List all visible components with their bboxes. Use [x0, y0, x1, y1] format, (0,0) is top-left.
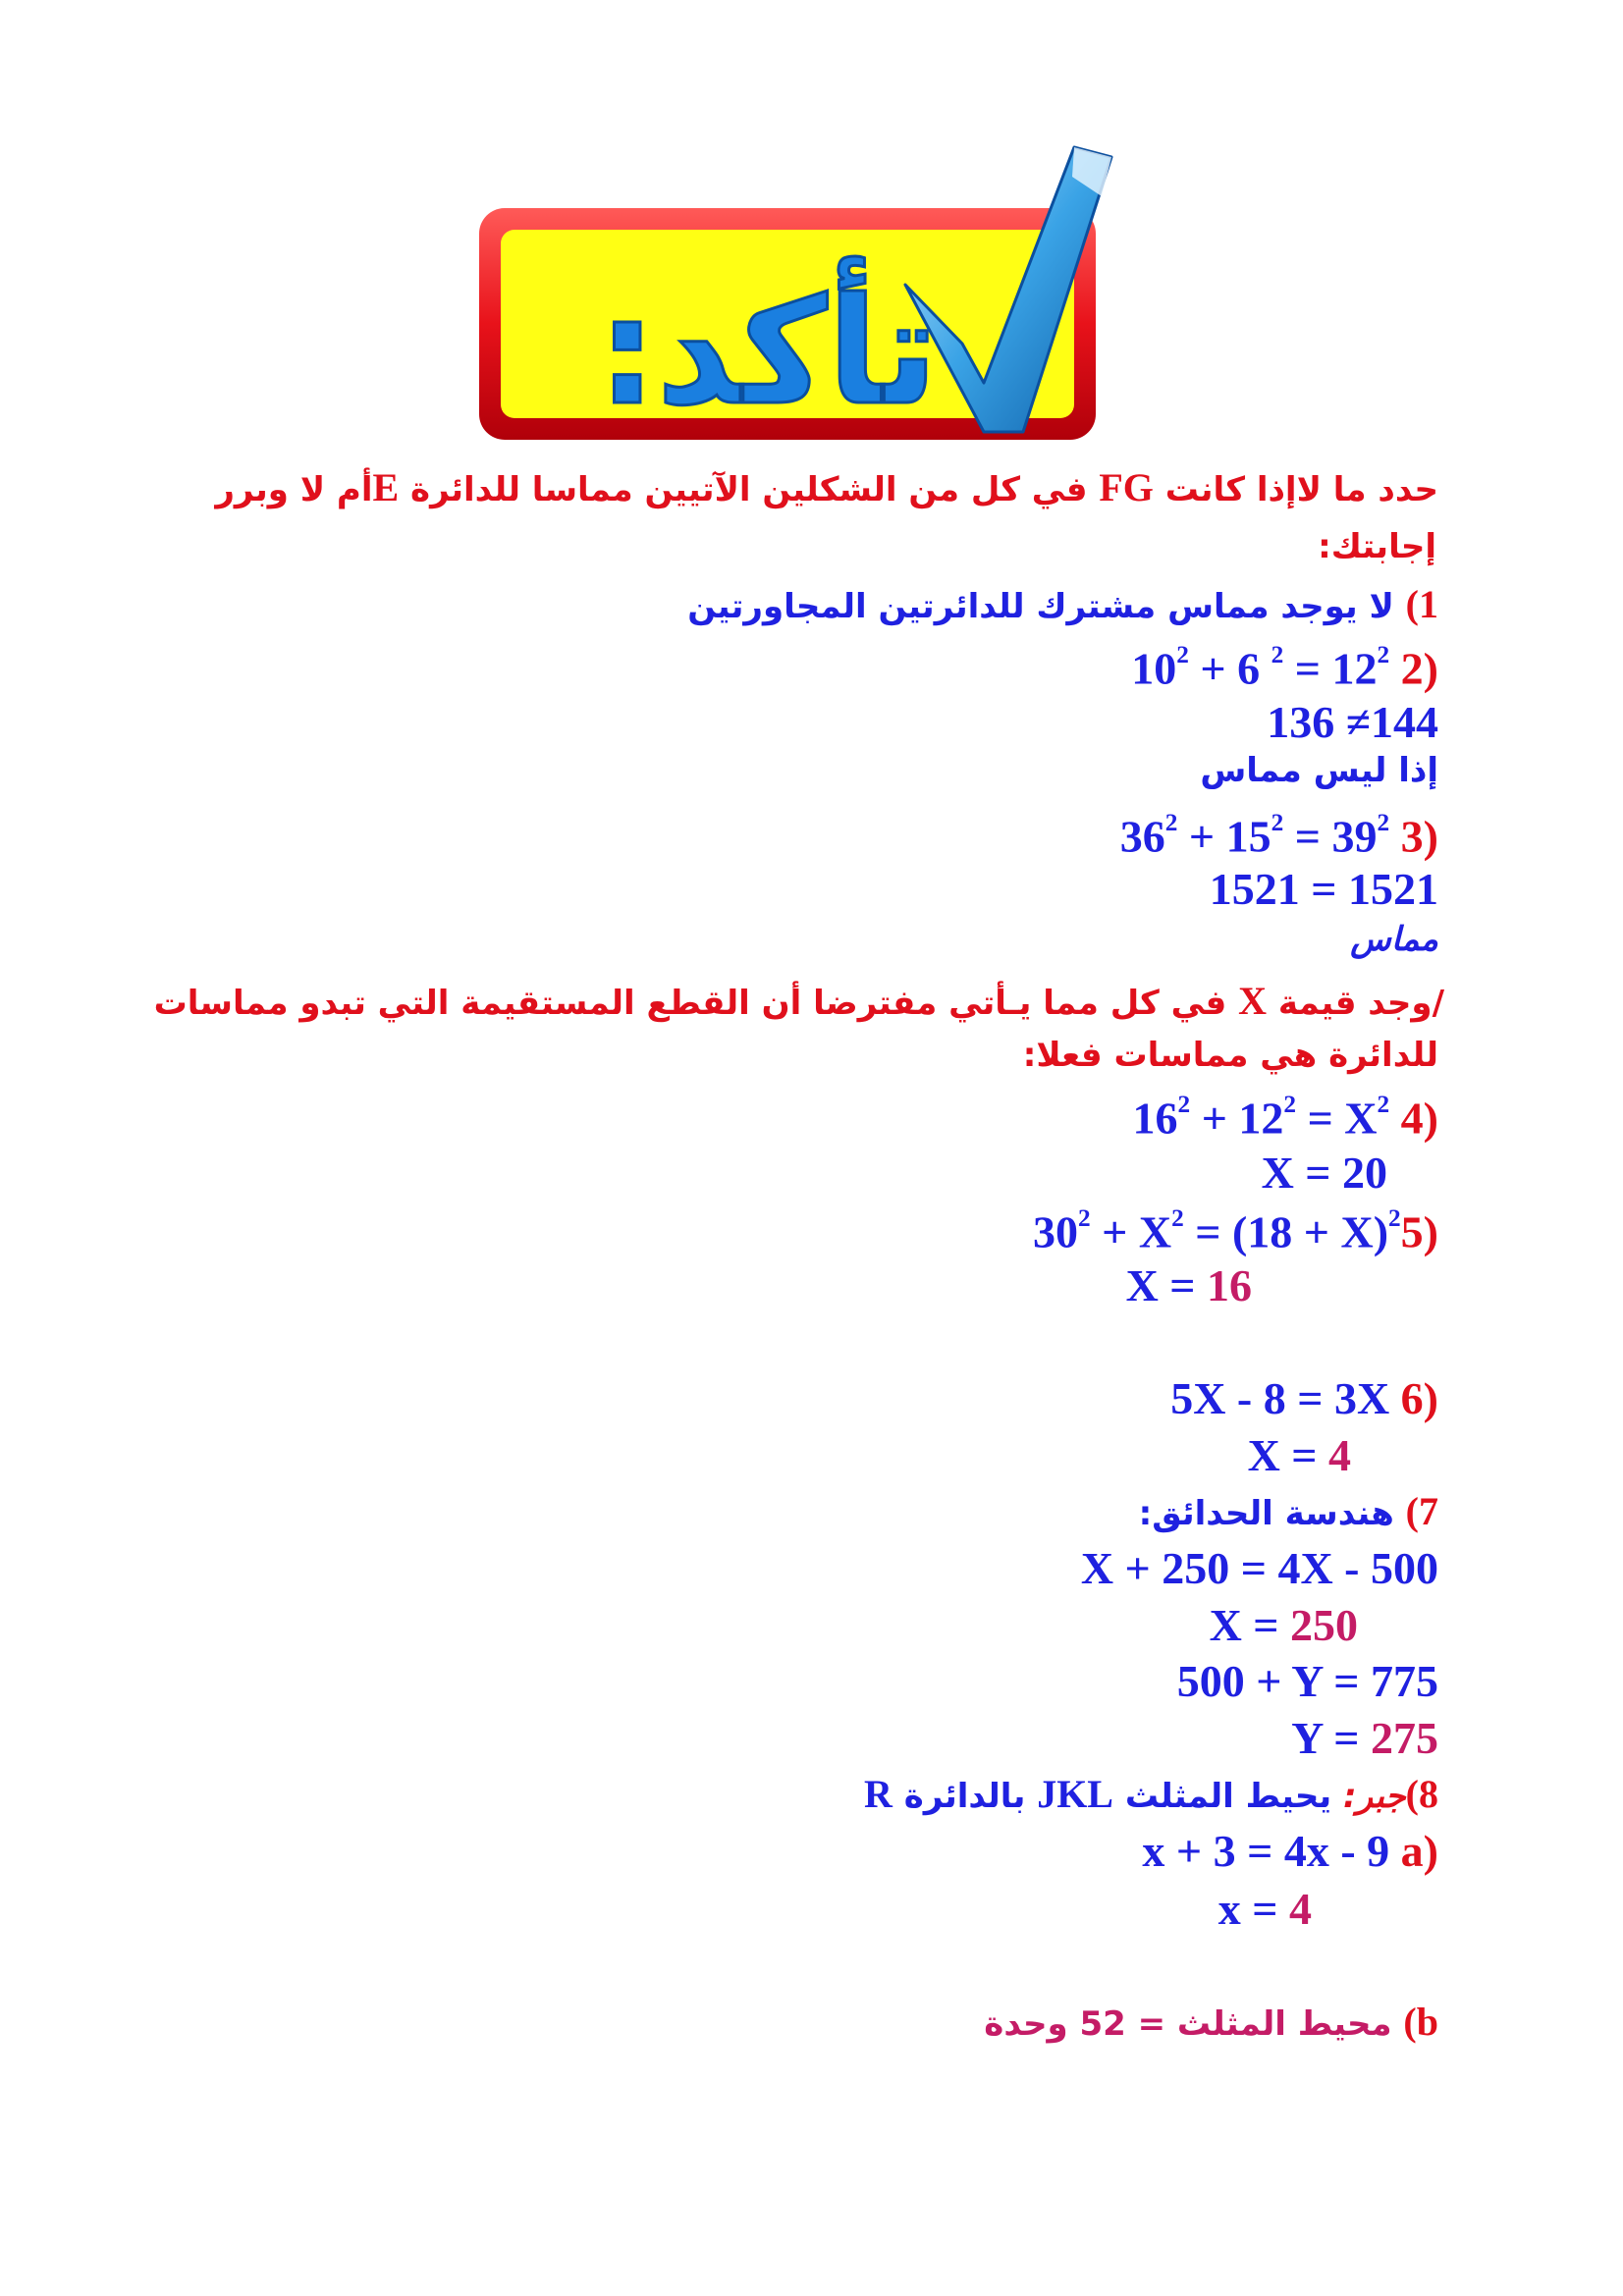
item-5-equation: ($530^2 + X^2 = (18 + X)^2$ [1032, 1204, 1438, 1257]
item-2-check: 136 ≠144 [1267, 697, 1438, 747]
item-3-equation: (3 $36^2 + 15^2 = 39^2$ [1119, 809, 1438, 862]
question-1-line1: حدد ما لاإذا كانت FG في كل من الشكلين الآتيين مماسا للدائرة Eأم لا وبرر [215, 465, 1438, 509]
item-4-equation: (4 $16^2 + 12^2 = X^2$ [1132, 1091, 1438, 1144]
item-5-answer: X = 16 [1125, 1260, 1252, 1310]
item-7-equation-1: X + 250 = 4X - 500 [1080, 1543, 1438, 1593]
question-1-line2: إجابتك: [1318, 527, 1436, 566]
item-2-equation: (2 $10^2 + 6$ $^2 = 12^2$ [1131, 641, 1438, 694]
item-6-equation: (6 5X - 8 = 3X [1170, 1373, 1438, 1423]
item-1: 1) لا يوجد مماس مشترك للدائرتين المجاورتين [687, 582, 1438, 626]
item-8a-answer: x = 4 [1217, 1884, 1312, 1934]
question-2-line2: للدائرة هي مماسات فعلا: [1022, 1036, 1438, 1075]
item-7-title: 7) هندسة الحدائق: [1138, 1489, 1438, 1533]
item-8b: b) محيط المثلث = 52 وحدة [984, 2000, 1438, 2044]
banner-title: تأكد: [597, 267, 939, 438]
question-2-line1: /وجد قيمة X في كل مما يـأتي مفترضا أن القطع المستقيمة التي تبدو مماسات [153, 979, 1444, 1023]
item-3-conclusion: مماس [1350, 920, 1438, 959]
item-8a-equation: (a x + 3 = 4x - 9 [1142, 1826, 1438, 1876]
item-2-conclusion: إذا ليس مماس [1200, 751, 1438, 790]
item-8-title: 8)جبر: يحيط المثلث JKL بالدائرة R [864, 1772, 1438, 1816]
item-7-answer-1: X = 250 [1209, 1600, 1358, 1650]
item-7-equation-2: 500 + Y = 775 [1176, 1656, 1438, 1706]
item-4-answer: X = 20 [1261, 1148, 1387, 1198]
item-6-answer: X = 4 [1247, 1430, 1351, 1480]
item-3-check: 1521 = 1521 [1209, 864, 1438, 914]
banner-graphic [473, 137, 1121, 456]
item-7-answer-2: Y = 275 [1291, 1713, 1438, 1763]
